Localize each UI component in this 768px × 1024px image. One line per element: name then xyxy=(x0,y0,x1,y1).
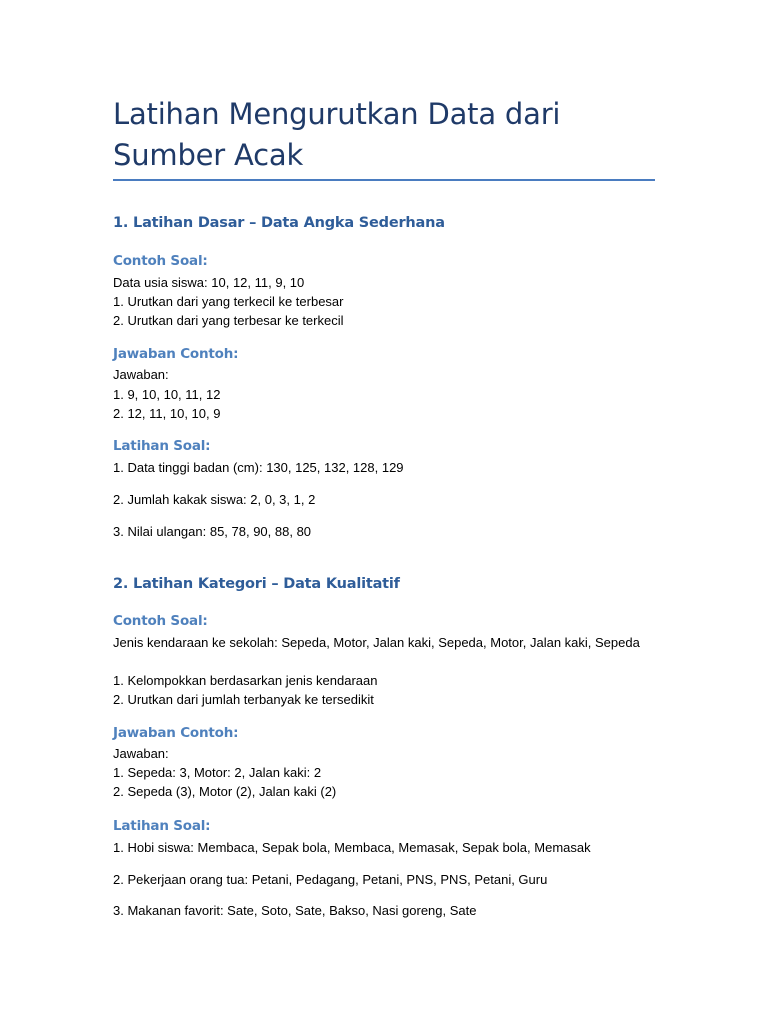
section-2-practice-item: 3. Makanan favorit: Sate, Soto, Sate, Bakso, Nasi goreng, Sate xyxy=(113,903,477,918)
section-1-practice-heading: Latihan Soal: xyxy=(113,438,211,454)
section-1-practice-item: 3. Nilai ulangan: 85, 78, 90, 88, 80 xyxy=(113,524,312,539)
section-2-answer-line: 1. Sepeda: 3, Motor: 2, Jalan kaki: 2 xyxy=(113,765,322,780)
section-2-practice-item: 2. Pekerjaan orang tua: Petani, Pedagang, Petani, PNS, PNS, Petani, Guru xyxy=(113,872,548,887)
section-1-example-heading: Contoh Soal: xyxy=(113,253,208,269)
section-2-example-line: Jenis kendaraan ke sekolah: Sepeda, Motor, Jalan kaki, Sepeda, Motor, Jalan kaki, Sepeda xyxy=(113,635,640,650)
section-1-answer-line: Jawaban: xyxy=(113,367,169,382)
section-2-heading: 2. Latihan Kategori – Data Kualitatif xyxy=(113,576,400,592)
title-divider xyxy=(113,179,655,181)
section-2-practice-heading: Latihan Soal: xyxy=(113,818,211,834)
section-1-example-line: Data usia siswa: 10, 12, 11, 9, 10 xyxy=(113,275,305,290)
section-1-example-line: 1. Urutkan dari yang terkecil ke terbesar xyxy=(113,294,344,309)
section-2-answer-line: 2. Sepeda (3), Motor (2), Jalan kaki (2) xyxy=(113,784,337,799)
section-2-example-heading: Contoh Soal: xyxy=(113,613,208,629)
section-2-answer-heading: Jawaban Contoh: xyxy=(113,725,239,741)
section-1-practice-item: 1. Data tinggi badan (cm): 130, 125, 132, 128, 129 xyxy=(113,460,404,475)
section-1-answer-line: 2. 12, 11, 10, 10, 9 xyxy=(113,406,221,421)
document-title: Latihan Mengurutkan Data dari Sumber Acak xyxy=(113,97,561,172)
section-2-answer-line: Jawaban: xyxy=(113,746,169,761)
section-1-example-line: 2. Urutkan dari yang terbesar ke terkecil xyxy=(113,313,344,328)
section-1-practice-item: 2. Jumlah kakak siswa: 2, 0, 3, 1, 2 xyxy=(113,492,316,507)
section-1-heading: 1. Latihan Dasar – Data Angka Sederhana xyxy=(113,215,445,231)
section-2-example-line: 1. Kelompokkan berdasarkan jenis kendaraan xyxy=(113,673,378,688)
section-2-example-line: 2. Urutkan dari jumlah terbanyak ke tersedikit xyxy=(113,692,374,707)
section-1-answer-line: 1. 9, 10, 10, 11, 12 xyxy=(113,387,221,402)
section-2-practice-item: 1. Hobi siswa: Membaca, Sepak bola, Membaca, Memasak, Sepak bola, Memasak xyxy=(113,840,591,855)
section-1-answer-heading: Jawaban Contoh: xyxy=(113,346,239,362)
